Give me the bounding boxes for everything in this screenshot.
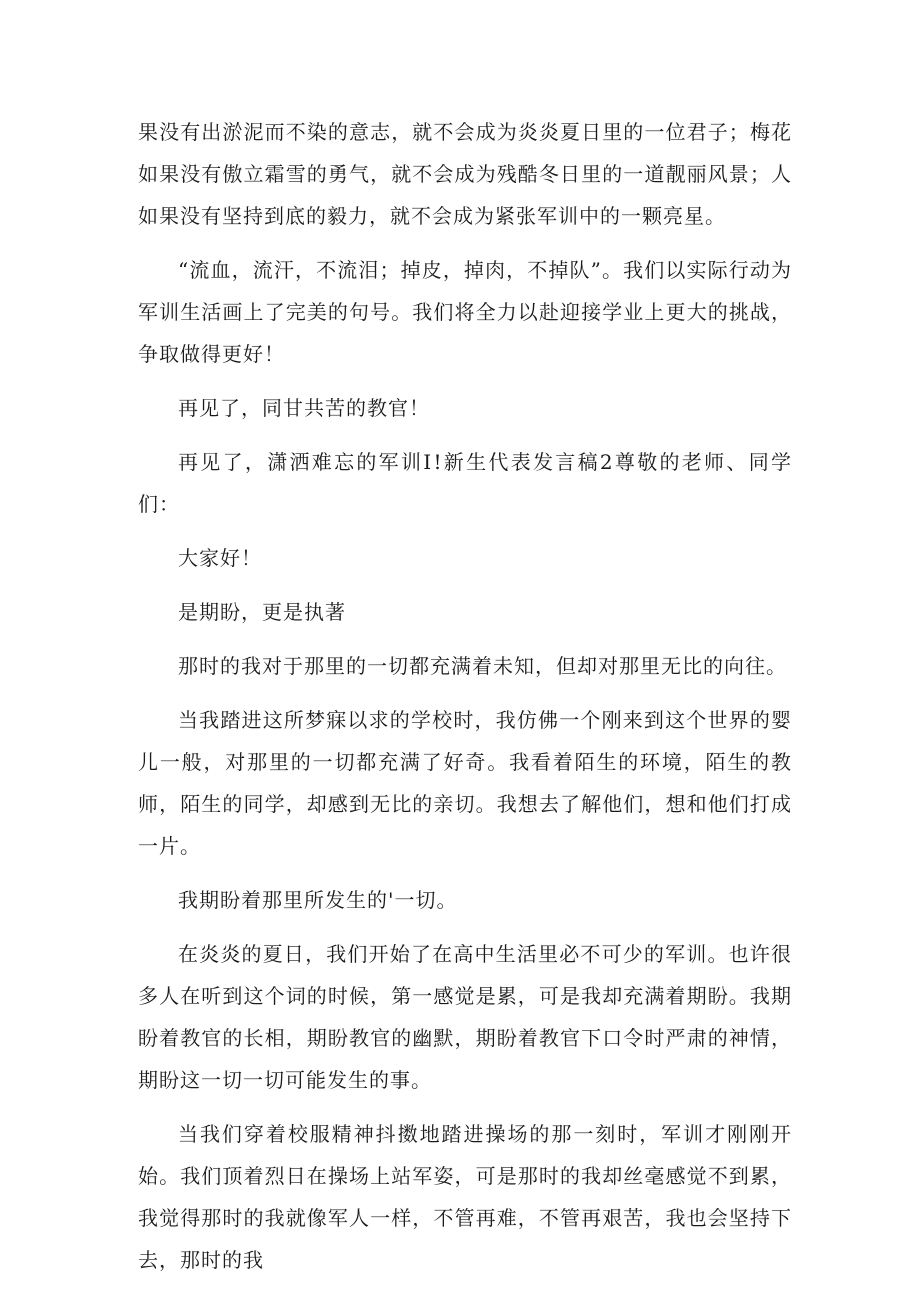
paragraph-school: 当我踏进这所梦寐以求的学校时，我仿佛一个刚来到这个世界的婴儿一般，对那里的一切都充满了好奇。我看着陌生的环境，陌生的教师，陌生的同学，却感到无比的亲切。我想去了解他们，想和他们打成一片。 [138, 708, 792, 858]
paragraph-unknown: 那时的我对于那里的一切都充满着未知，但却对那里无比的向往。 [178, 654, 787, 678]
paragraph-continuation: 果没有出淤泥而不染的意志，就不会成为炎炎夏日里的一位君子；梅花如果没有傲立霜雪的勇气，就不会成为残酷冬日里的一道靓丽风景；人如果没有坚持到底的毅力，就不会成为紧张军训中的一颗亮星。 [138, 120, 792, 228]
paragraph-anticipation: 我期盼着那里所发生的'一切。 [178, 888, 458, 912]
paragraph-farewell-instructor: 再见了，同甘共苦的教官！ [178, 396, 430, 420]
paragraph-greeting: 大家好！ [178, 546, 262, 570]
paragraph-slogan: “流血，流汗，不流泪；掉皮，掉肉，不掉队”。我们以实际行动为军训生活画上了完美的句号。我们将全力以赴迎接学业上更大的挑战，争取做得更好！ [138, 258, 792, 366]
paragraph-playground: 当我们穿着校服精神抖擞地踏进操场的那一刻时，军训才刚刚开始。我们顶着烈日在操场上站军姿，可是那时的我却丝毫感觉不到累，我觉得那时的我就像军人一样，不管再难，不管再艰苦，我也会坚持下去，那时的我 [138, 1122, 792, 1272]
paragraph-farewell-training: 再见了，潇洒难忘的军训Ⅰ!新生代表发言稿2尊敬的老师、同学们： [138, 450, 792, 516]
paragraph-subtitle: 是期盼，更是执著 [178, 600, 346, 624]
document-body [138, 111, 792, 1293]
paragraph-summer-training: 在炎炎的夏日，我们开始了在高中生活里必不可少的军训。也许很多人在听到这个词的时候，第一感觉是累，可是我却充满着期盼。我期盼着教官的长相，期盼教官的幽默，期盼着教官下口令时严肃的神情，期盼这一切一切可能发生的事。 [138, 942, 792, 1092]
